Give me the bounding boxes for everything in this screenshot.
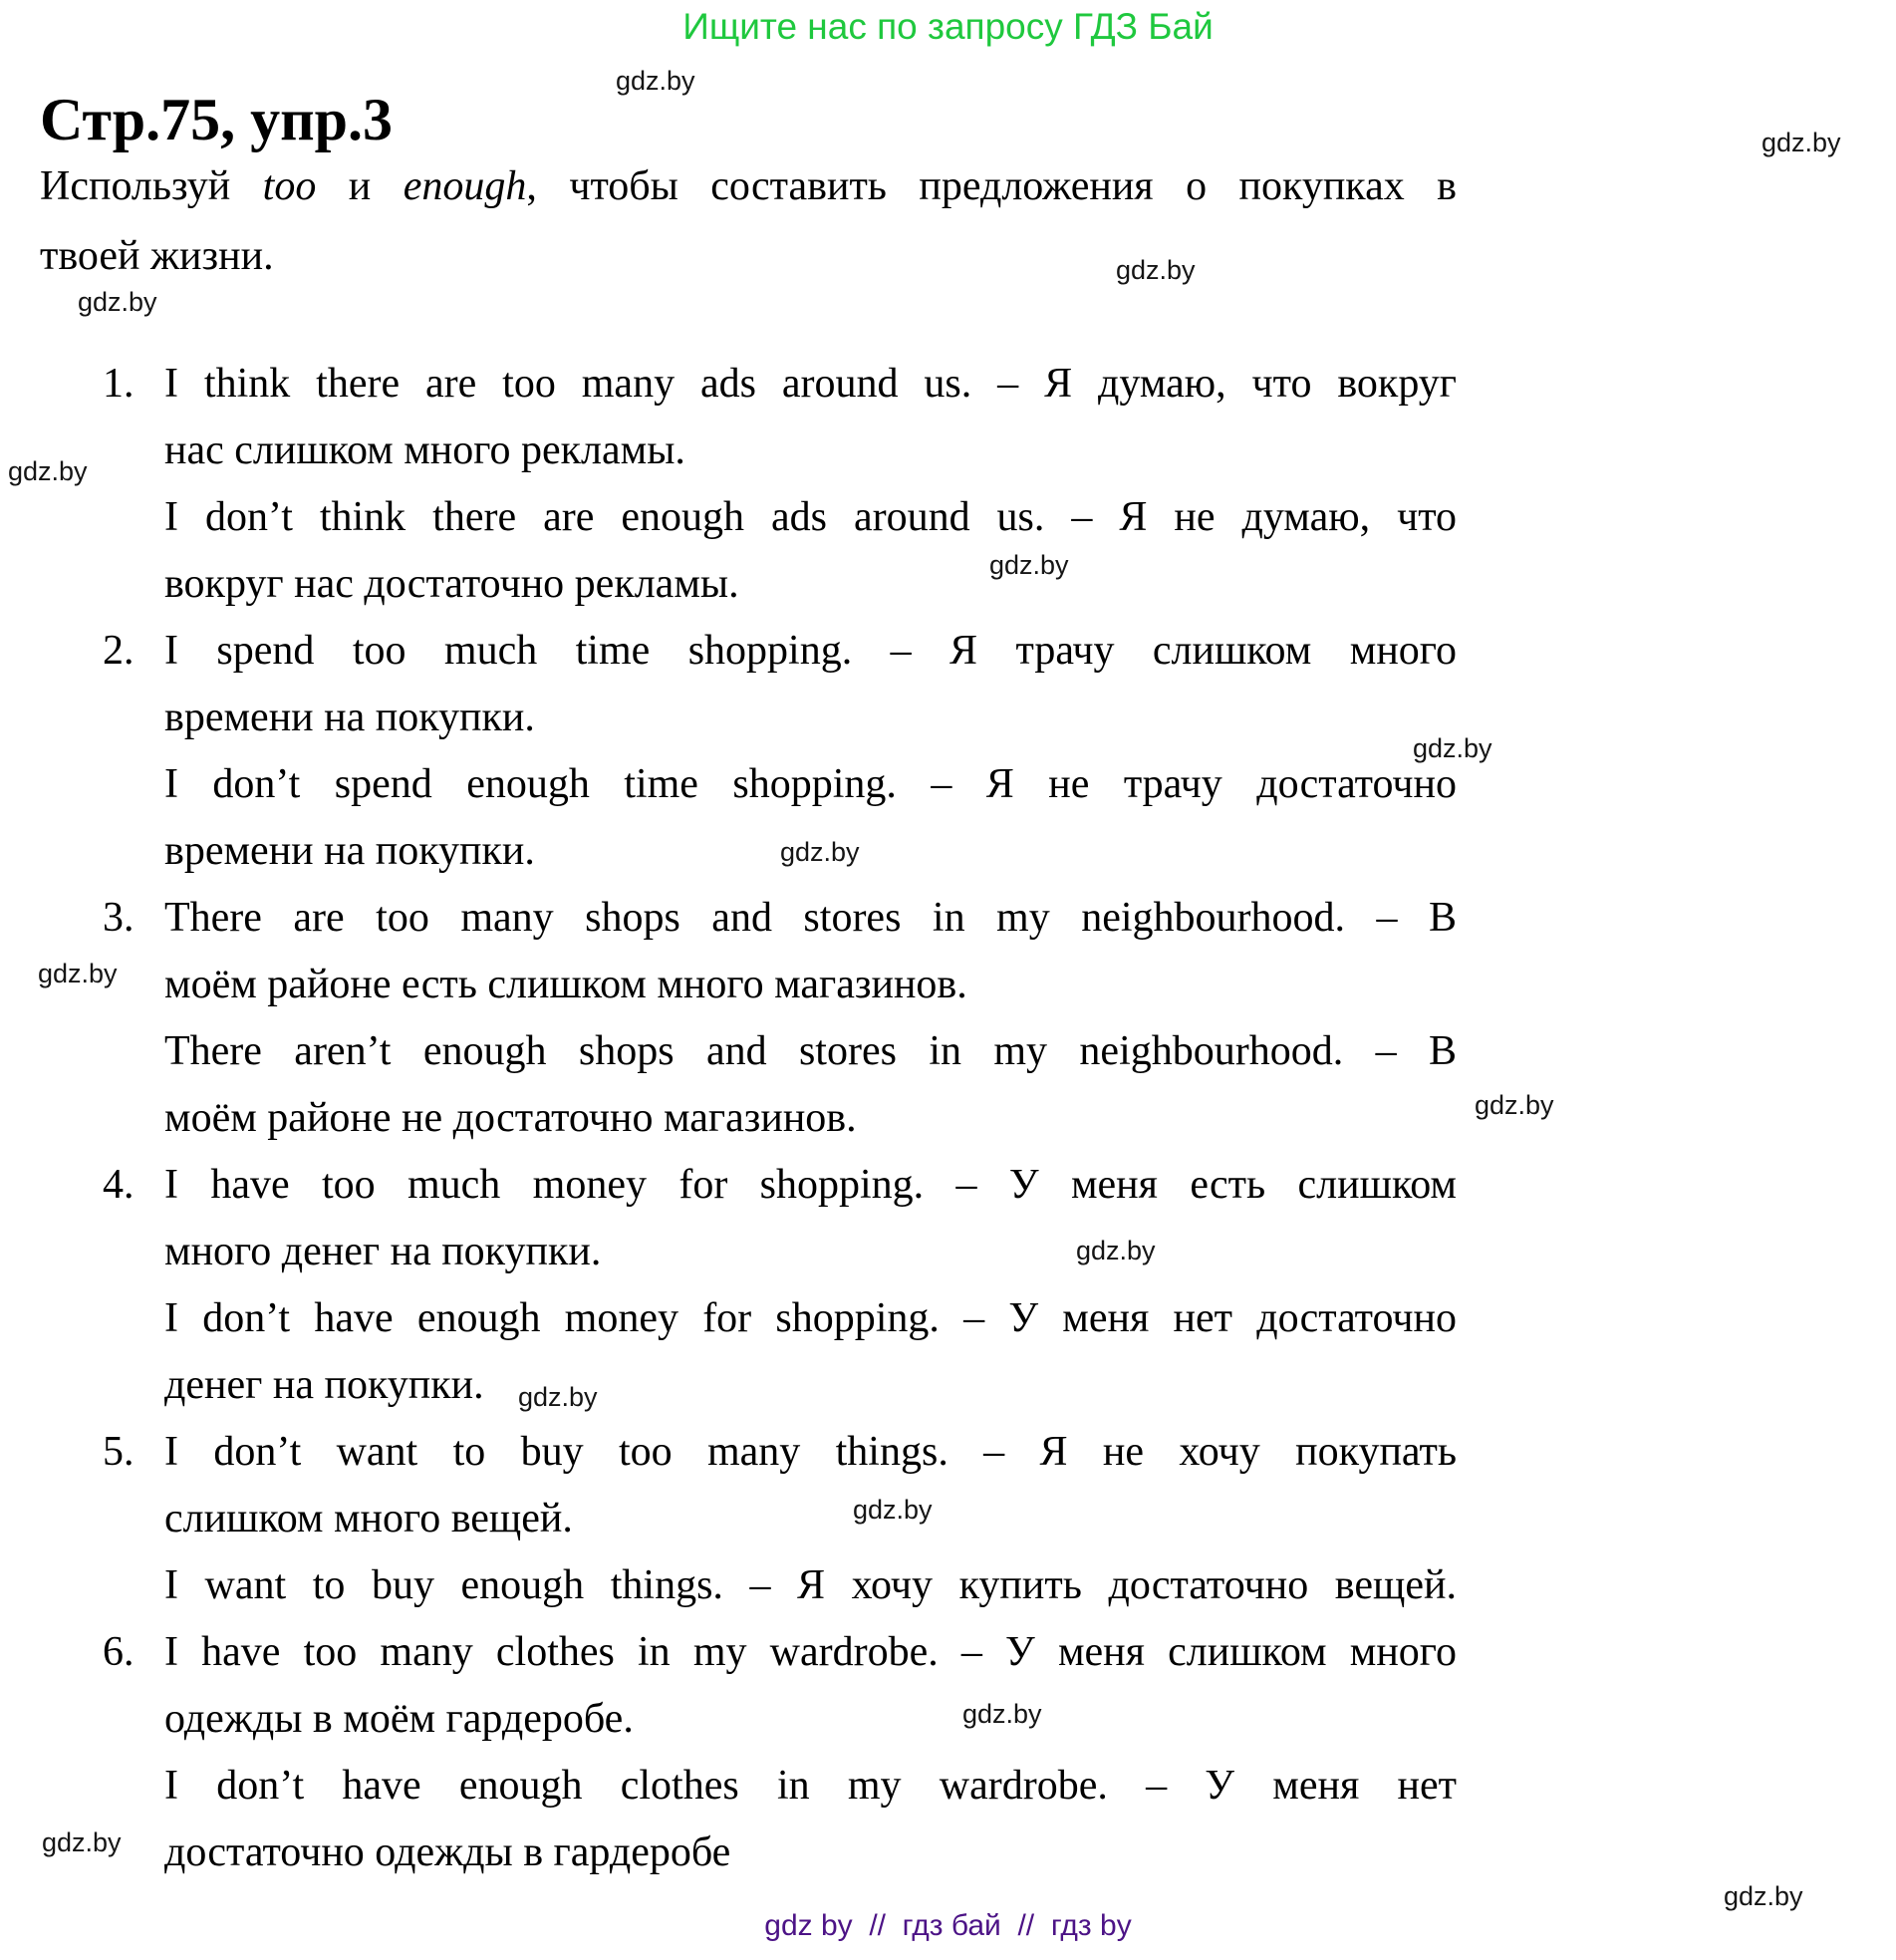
answer-item-6	[103, 1619, 1457, 1886]
solution-line: времени на покупки.	[164, 828, 535, 874]
task-text: , чтобы составить предложения о покупках в	[526, 163, 1457, 209]
solution-line: I don’t want to buy too many things. – Я не хочу покупать	[164, 1429, 1457, 1475]
gdz-watermark: gdz.by	[989, 550, 1069, 580]
item-number: 6.	[103, 1629, 135, 1675]
task-text: Используй	[40, 163, 263, 209]
page-title: Стр.75, упр.3	[40, 87, 394, 152]
solution-line: нас слишком много рекламы.	[164, 427, 685, 473]
solution-line: I don’t have enough money for shopping. – У меня нет достаточно	[164, 1295, 1457, 1341]
gdz-watermark: gdz.by	[38, 959, 118, 988]
solution-line: моём районе не достаточно магазинов.	[164, 1095, 857, 1141]
solution-line: I have too much money for shopping. – У меня есть слишком	[164, 1162, 1457, 1208]
solution-line: I don’t think there are enough ads around us. – Я не думаю, что	[164, 494, 1457, 540]
footer-links: gdz by // гдз бай // гдз by	[764, 1909, 1132, 1942]
solution-line: времени на покупки.	[164, 695, 535, 740]
gdz-watermark: gdz.by	[8, 456, 88, 486]
item-number: 5.	[103, 1429, 135, 1475]
task-text: и	[316, 163, 404, 209]
item-number: 3.	[103, 895, 135, 941]
answer-item-1	[103, 351, 1457, 618]
gdz-watermark: gdz.by	[853, 1495, 933, 1525]
item-number: 1.	[103, 361, 135, 407]
answer-item-2	[103, 618, 1457, 885]
gdz-watermark: gdz.by	[42, 1827, 122, 1857]
solution-line: I think there are too many ads around us. – Я думаю, что вокруг	[164, 361, 1457, 407]
solution-line: денег на покупки.	[164, 1362, 484, 1408]
solution-line: I spend too much time shopping. – Я трачу слишком много	[164, 628, 1457, 674]
solution-line: I don’t have enough clothes in my wardrobe. – У меня нет	[164, 1763, 1457, 1809]
gdz-watermark: gdz.by	[518, 1382, 598, 1412]
task-line-1	[40, 151, 1457, 221]
solution-line: одежды в моём гардеробе.	[164, 1696, 634, 1742]
gdz-watermark: gdz.by	[1761, 128, 1841, 157]
task-line-2: твоей жизни.	[40, 233, 274, 279]
gdz-watermark: gdz.by	[1413, 733, 1492, 763]
solution-line: моём районе есть слишком много магазинов.	[164, 962, 967, 1007]
gdz-watermark: gdz.by	[1116, 255, 1196, 285]
answer-item-5	[103, 1419, 1457, 1619]
item-number: 2.	[103, 628, 135, 674]
gdz-watermark: gdz.by	[616, 66, 695, 96]
task-italic-word: too	[262, 163, 317, 209]
solution-line: много денег на покупки.	[164, 1229, 602, 1274]
gdz-watermark: gdz.by	[78, 287, 157, 317]
task-italic-word: enough	[403, 163, 527, 209]
gdz-watermark: gdz.by	[780, 837, 860, 867]
solution-line: I want to buy enough things. – Я хочу купить достаточно вещей.	[164, 1562, 1457, 1608]
solution-line: I have too many clothes in my wardrobe. – У меня слишком много	[164, 1629, 1457, 1675]
answer-item-3	[103, 885, 1457, 1152]
task-description	[40, 151, 1457, 291]
solution-line: There aren’t enough shops and stores in my neighbourhood. – В	[164, 1028, 1457, 1074]
answers-list	[103, 351, 1457, 1886]
solution-line: достаточно одежды в гардеробе	[164, 1829, 731, 1875]
answer-item-4	[103, 1152, 1457, 1419]
solution-line: слишком много вещей.	[164, 1496, 573, 1541]
gdz-watermark: gdz.by	[962, 1699, 1042, 1729]
item-number: 4.	[103, 1162, 135, 1208]
gdz-watermark: gdz.by	[1475, 1090, 1554, 1120]
solution-line: I don’t spend enough time shopping. – Я не трачу достаточно	[164, 761, 1457, 807]
gdz-watermark: gdz.by	[1076, 1236, 1156, 1265]
solution-line: There are too many shops and stores in my neighbourhood. – В	[164, 895, 1457, 941]
promo-banner: Ищите нас по запросу ГДЗ Бай	[682, 6, 1214, 47]
gdz-watermark: gdz.by	[1724, 1881, 1803, 1911]
solution-line: вокруг нас достаточно рекламы.	[164, 561, 739, 607]
